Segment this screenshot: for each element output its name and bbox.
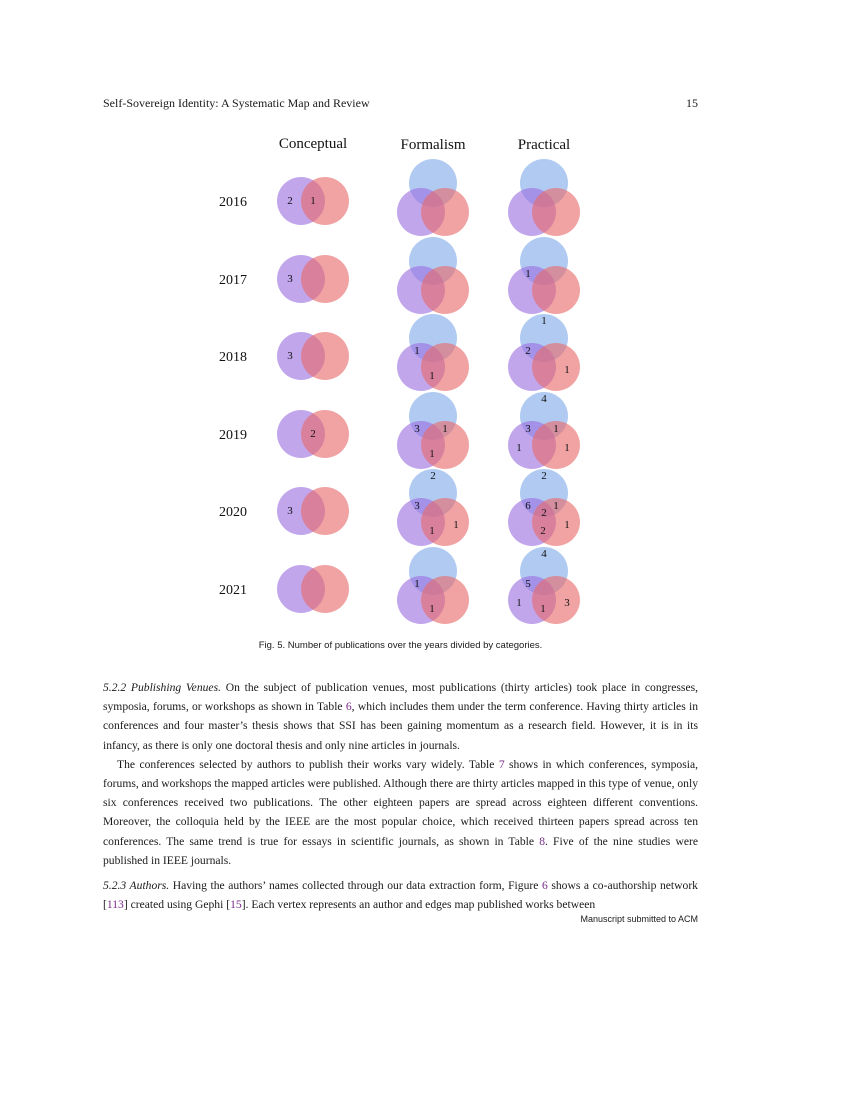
venn-practical-2020-count-blue-red: 1 [553,500,559,512]
text-run: . Five of the nine studies were published in IEEE journals. [103,834,699,867]
venn-practical-2018-count-blue-purple: 2 [525,345,531,357]
venn-conceptual-2017-count-purple: 3 [287,273,293,285]
venn-practical-2020-count-blue: 2 [541,470,547,482]
venn-formalism-2019-count-blue-purple: 3 [414,423,420,435]
venn-practical-2019-count-blue-red: 1 [553,423,559,435]
text-run: On the subject of publication venues, most publications (thirty articles) took place in congresses, symposia, forums, or workshops as shown in Table [103,681,698,714]
venn-conceptual-2020-circle-red [301,487,349,535]
venn-practical-2018-count-red: 1 [564,364,570,376]
venn-formalism-2018-count-purple-red: 1 [429,370,435,382]
venn-practical-2019-count-blue-purple: 3 [525,423,531,435]
section-heading-publishing-venues: 5.2.2 Publishing Venues. [103,681,221,694]
text-run: shows a co-authorship network [ [103,879,698,912]
table-ref-7[interactable]: 7 [498,757,505,771]
venn-rows [219,159,580,624]
venn-practical-2018-circle-red [532,343,580,391]
figure-caption: Fig. 5. Number of publications over the years divided by categories. [258,640,543,651]
venn-conceptual-2016-count-purple: 2 [287,195,293,207]
venn-formalism-2019-count-purple-red: 1 [429,448,435,460]
venn-formalism-2016-circle-red [421,188,469,236]
paragraph-publishing-venues [103,678,698,755]
venn-conceptual-2017-circle-red [301,255,349,303]
venn-conceptual-2016-count-overlap: 1 [310,195,316,207]
venn-practical-2017-count-blue-purple: 1 [525,268,531,280]
paragraph-conferences [103,755,698,870]
venn-practical-2020-count-purple-red: 2 [540,525,546,537]
text-run: ]. Each vertex represents an author and edges map published works between [241,898,596,912]
venn-formalism-2020-count-red: 1 [453,519,459,531]
venn-conceptual-2018-circle-red [301,332,349,380]
venn-formalism-2020-count-purple-red: 1 [429,525,435,537]
venn-practical-2019-count-red: 1 [564,442,570,454]
year-label-2017: 2017 [219,273,247,288]
venn-formalism-2020-count-blue-purple: 3 [414,500,420,512]
citation-ref-15[interactable]: 15 [230,898,242,912]
column-header-formalism: Formalism [400,137,466,153]
year-label-2019: 2019 [219,428,247,443]
venn-conceptual-2020-count-purple: 3 [287,505,293,517]
venn-conceptual-2016-circle-red [301,177,349,225]
venn-practical-2021-count-blue-purple: 5 [525,578,531,590]
venn-formalism-2020-circle-red [421,498,469,546]
venn-formalism-2018-circle-red [421,343,469,391]
venn-conceptual-2019-circle-red [301,410,349,458]
venn-conceptual-2018-count-purple: 3 [287,350,293,362]
venn-formalism-2019-count-blue-red: 1 [442,423,448,435]
venn-practical-2021-count-purple: 1 [516,597,522,609]
section-heading-authors: 5.2.3 Authors. [103,879,170,893]
venn-practical-2016-circle-red [532,188,580,236]
venn-formalism-2020-count-blue: 2 [430,470,436,482]
venn-practical-2020-count-blue-purple: 6 [525,500,531,512]
venn-practical-2021-count-red: 3 [564,597,570,609]
venn-practical-2017-circle-red [532,266,580,314]
venn-formalism-2021-count-blue-purple: 1 [414,578,420,590]
citation-ref-113[interactable]: 113 [106,898,124,912]
venn-formalism-2021-circle-red [421,576,469,624]
page-number: 15 [686,96,698,110]
body-text [103,678,698,914]
text-run: shows in which conferences, symposia, forums, and workshops the mapped articles were published. Although there are thirty articles mapped in this type of venue, only six conferences received two publications. The other eighteen papers are spread across eighteen different conventions. Moreover, the colloquia held by the IEEE are the most popular choice, which received thirteen papers spread across ten conferences. The same trend is true for essays in scientific journals, as shown in Table [103,757,698,848]
figure-ref-6[interactable]: 6 [541,879,548,893]
venn-practical-2020-count-red: 1 [564,519,570,531]
text-run: , which includes them under the term conference. Having thirty articles in conferences and four master’s thesis shows that SSI has been gaining momentum as a research field. However, it is in its infancy, as there is only one doctoral thesis and only nine articles in journals. [103,700,698,752]
venn-formalism-2021-count-purple-red: 1 [429,603,435,615]
paragraph-authors [103,876,698,914]
venn-practical-2021-circle-red [532,576,580,624]
year-label-2018: 2018 [219,350,247,365]
footer: Manuscript submitted to ACM [580,914,698,924]
venn-practical-2021-count-purple-red: 1 [540,603,546,615]
venn-conceptual-2021-circle-red [301,565,349,613]
year-label-2016: 2016 [219,195,247,210]
text-run: ] created using Gephi [ [123,898,231,912]
venn-practical-2021-count-blue: 4 [541,548,547,560]
text-run: The conferences selected by authors to publish their works vary widely. Table [117,757,499,771]
venn-conceptual-2019-count-overlap: 2 [310,428,316,440]
venn-practical-2019-count-blue: 4 [541,393,547,405]
table-ref-8[interactable]: 8 [539,834,545,848]
column-header-practical: Practical [517,137,571,153]
venn-practical-2019-count-purple: 1 [516,442,522,454]
venn-practical-2018-count-blue: 1 [541,315,547,327]
year-label-2020: 2020 [219,505,247,520]
running-head-title: Self-Sovereign Identity: A Systematic Map and Review [103,96,370,110]
venn-practical-2020-count-center: 2 [541,507,547,519]
year-label-2021: 2021 [219,583,247,598]
venn-formalism-2018-count-blue-purple: 1 [414,345,420,357]
table-ref-6[interactable]: 6 [345,700,352,714]
column-header-conceptual: Conceptual [278,136,348,152]
venn-formalism-2017-circle-red [421,266,469,314]
text-run: Having the authors’ names collected through our data extraction form, Figure [169,879,542,893]
